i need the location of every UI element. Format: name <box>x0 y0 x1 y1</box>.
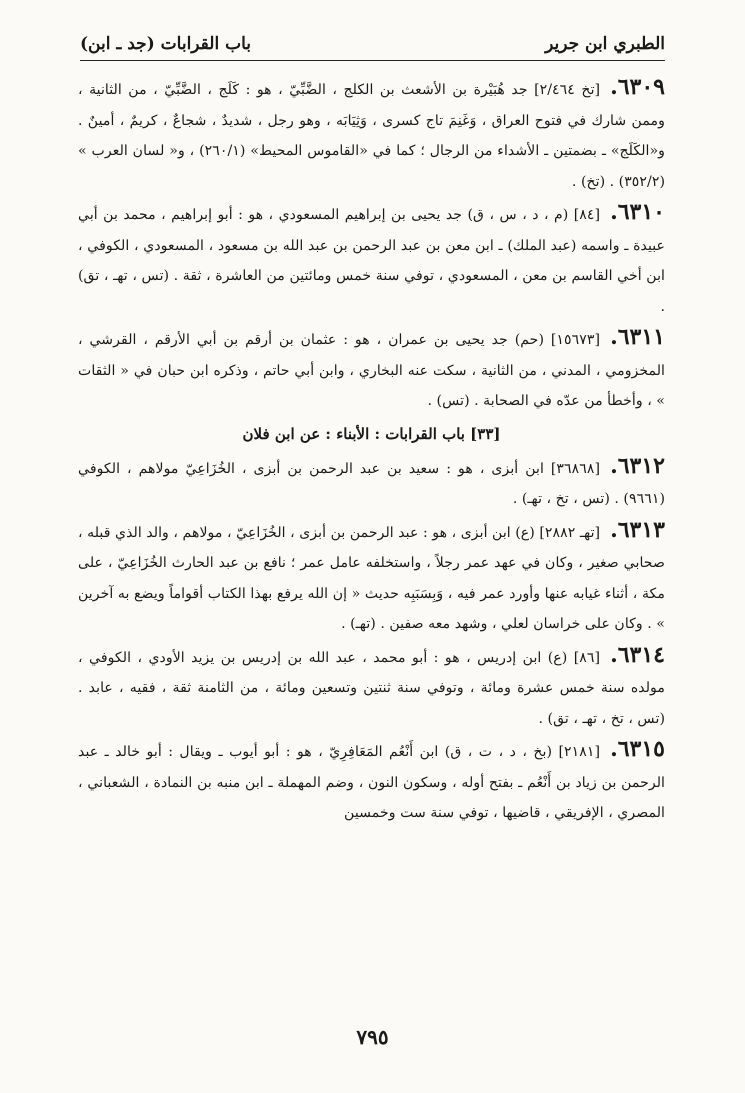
entry-text: [١٥٦٧٣] (حم) جد يحيى بن عمران ، هو : عثمان بن أرقم بن أبي الأرقم ، القرشي ، المخزومي ، المدني ، من الثانية ، سكت عنه البخاري ، وابن أبي حاتم ، وذكره ابن حبان في « الثقات » ، وأخطأ من عدّه في الصحابة . (تس) . <box>78 332 665 409</box>
page-body <box>78 72 665 829</box>
header-book-title: الطبري ابن جرير <box>545 34 665 54</box>
entry-6313 <box>78 515 665 640</box>
entry-text: [٣٦٨٦٨] ابن أبزى ، هو : سعيد بن عبد الرحمن بن أبزى ، الخُزَاعِيّ مولاهم ، الكوفي (٩٦٦١) . (تس ، تخ ، تهـ) . <box>78 460 665 507</box>
entry-6312 <box>78 451 665 515</box>
entry-text: [٨٦] (ع) ابن إدريس ، هو : أبو محمد ، عبد الله بن إدريس بن يزيد الأودي ، الكوفي ، مولده سنة خمس عشرة ومائة ، وتوفي سنة ثنتين وتسعين ومائة ، من الثامنة ثقة ، فقيه ، عابد . (تس ، تخ ، تهـ ، تق) . <box>78 649 665 727</box>
entry-text: [٢١٨١] (بخ ، د ، ت ، ق) ابن أَنْعُم المَعَافِرِيّ ، هو : أبو أيوب ـ ويقال : أبو خالد ـ عبد الرحمن بن زياد بن أَنْعُم ـ بفتح أوله ، وسكون النون ، وضم المهملة ـ ابن منبه بن النمادة ، الشعباني ، المصري ، الإفريقي ، قاضيها ، توفي سنة ست وخمسين <box>78 744 665 821</box>
entry-text: [تخ ٢/٤٦٤] جد هُبَيْرة بن الأشعث بن الكلج ، الضَّبِّيّ ، هو : كَلَج ، الضَّبِّيّ ، من الثانية ، وممن شارك في فتوح العراق ، وَغَنِمَ تاج كسرى ، وَثِيَابَه ، وهو رجل ، شديدٌ ، شجاعٌ ، كريمٌ ، أمينٌ . و«الكَلَج» ـ بضمتين ـ الأشداء من الرجال ؛ كما في «القاموس المحيط» (٢٦٠/١) ، و« لسان العرب » (٣٥٢/٢) . (تخ) . <box>78 82 666 190</box>
entry-number: ٦٣٠٩. <box>610 74 665 100</box>
entry-number: ٦٣١٤. <box>610 641 665 668</box>
page-number: ٧٩٥ <box>356 1025 389 1049</box>
entry-6315 <box>78 734 665 829</box>
entry-number: ٦٣١١. <box>610 324 665 350</box>
entry-6314 <box>78 640 665 735</box>
entry-text: [تهـ ٢٨٨٢] (ع) ابن أبزى ، هو : عبد الرحمن بن أبزى ، الخُزَاعِيّ ، مولاهم ، والد الذي قبله ، صحابي صغير ، وكان في عهد عمر رجلاً ، واستخلفه عامل عمر ؛ نافع بن عبد الحارث الخُزَاعِيّ ، على مكة ، أثناء غيابه عنها وأورد عمر فيه ، وَبِسَبَبِه حديث « إن الله يرفع بهذا الكتاب أقواماً ويضع به آخرين » . وكان على خراسان لعلي ، وشهد معه صفين . (تهـ) . <box>78 524 665 632</box>
entry-number: ٦٣١٢. <box>610 452 665 479</box>
entry-number: ٦٣١٣. <box>610 516 665 543</box>
entry-6310 <box>78 197 665 322</box>
entry-number: ٦٣١٥. <box>610 736 665 762</box>
section-title: [٣٣] باب القرابات : الأبناء : عن ابن فلان <box>242 424 501 443</box>
entry-number: ٦٣١٠. <box>610 199 665 225</box>
header-chapter-title: باب القرابات (جد ـ ابن) <box>80 34 252 54</box>
entry-6311 <box>78 322 665 417</box>
running-header <box>80 30 665 61</box>
entry-text: [٨٤] (م ، د ، س ، ق) جد يحيى بن إبراهيم المسعودي ، هو : أبو إبراهيم ، محمد بن أبي عبيدة ـ واسمه (عبد الملك) ـ ابن معن بن عبد الرحمن بن عبد الله بن مسعود ، المسعودي ، الكوفي ، ابن أخي القاسم بن معن ، المسعودي ، توفي سنة خمس ومائتين من العاشرة ، ثقة . (تس ، تهـ ، تق) . <box>78 207 665 315</box>
entry-6309 <box>78 72 665 197</box>
